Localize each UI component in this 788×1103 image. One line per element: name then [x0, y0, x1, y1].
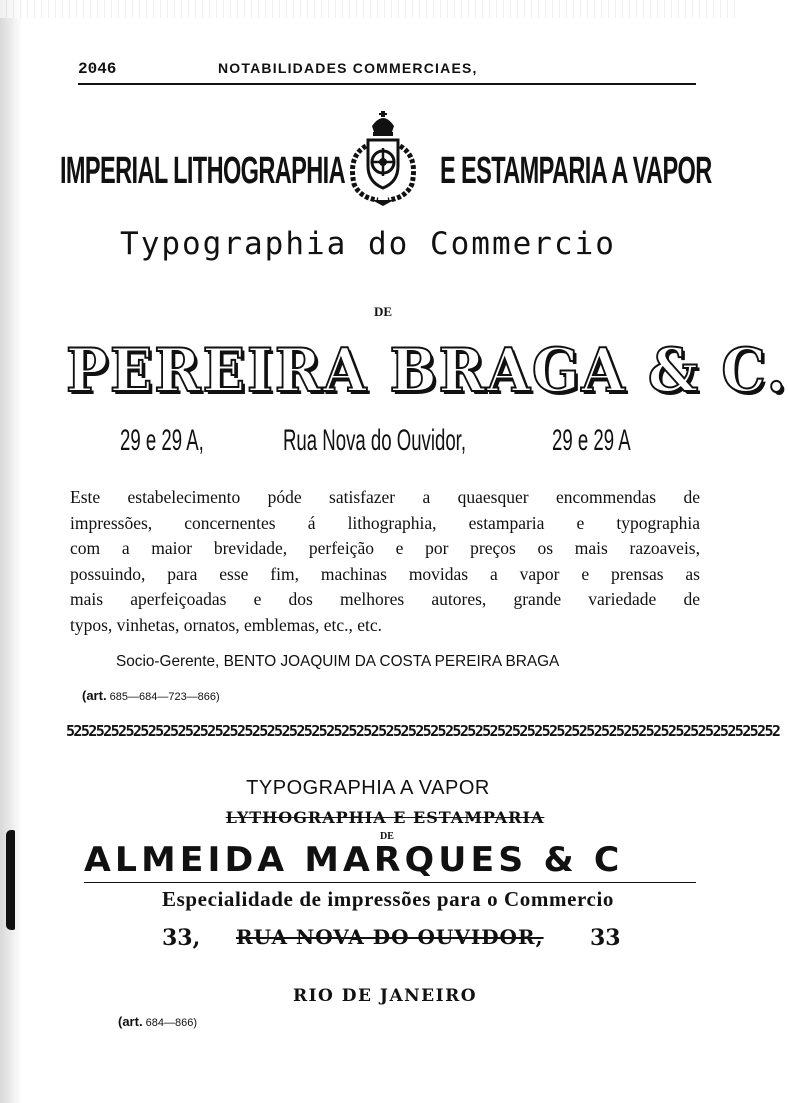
ad1-firm-name: PEREIRA BRAGA & C.: [66, 336, 788, 406]
ad1-manager: Socio-Gerente, BENTO JOAQUIM DA COSTA PEREIRA BRAGA: [116, 653, 560, 670]
ornamental-divider: 525252525252525252525252525252525252525252525252525252525252525252525252525252525252525252525252: [66, 722, 780, 740]
ad1-address-street: Rua Nova do Ouvidor,: [283, 424, 467, 457]
ad1-address: [0, 424, 736, 468]
ad1-reference-label: (art.: [82, 688, 107, 703]
ad2-title: TYPOGRAPHIA A VAPOR: [246, 777, 490, 799]
ad1-body-text: [70, 485, 700, 638]
ad1-body-line: impressões, concernentes á lithographia, estamparia e typographia: [70, 512, 700, 533]
ad1-body-line: Este estabelecimento póde satisfazer a quaesquer encommendas de: [70, 487, 700, 507]
scan-edge-mark: [6, 830, 15, 930]
ad1-reference: [82, 688, 220, 703]
ad2-firm-name: ALMEIDA MARQUES & C: [84, 840, 624, 880]
ad1-title: [60, 108, 712, 204]
ad2-subtitle: LYTHOGRAPHIA E ESTAMPARIA: [225, 808, 545, 827]
ad2-city: RIO DE JANEIRO: [292, 986, 478, 1006]
ad2-reference-numbers: 684—866): [145, 1017, 197, 1029]
running-title: NOTABILIDADES COMMERCIAES,: [218, 60, 478, 76]
imperial-coat-of-arms-icon: [342, 108, 424, 208]
scan-top-speckle: [0, 0, 736, 18]
ad1-title-left: IMPERIAL LITHOGRAPHIA: [60, 150, 345, 192]
ad2-address-number-left: 33,: [162, 925, 201, 951]
ad1-body-line: com a maior brevidade, perfeição e por preços os mais razoaveis,: [70, 538, 700, 558]
ad1-address-number-left: 29 e 29 A,: [120, 424, 204, 457]
ad1-body-line: typos, vinhetas, ornatos, emblemas, etc., etc.: [70, 614, 383, 635]
header-rule: [78, 83, 696, 85]
ad2-address: [0, 925, 736, 957]
ad1-title-right: E ESTAMPARIA A VAPOR: [440, 150, 712, 192]
ad2-reference: [118, 1014, 197, 1029]
ad2-address-number-right: 33: [590, 925, 621, 951]
ad1-body-line: possuindo, para esse fim, machinas movidas a vapor e prensas as: [70, 563, 700, 584]
ad1-subtitle: Typographia do Commercio: [120, 226, 616, 262]
ad1-body-line: mais aperfeiçoadas e dos melhores autores, grande variedade de: [70, 589, 700, 609]
ad2-reference-label: (art.: [118, 1014, 143, 1029]
ad1-address-number-right: 29 e 29 A: [552, 424, 631, 457]
ad2-address-street: RUA NOVA DO OUVIDOR,: [236, 925, 544, 949]
ad2-de: DE: [380, 831, 394, 842]
ad2-firm-underline: [84, 882, 696, 883]
ad1-de: DE: [373, 304, 393, 319]
ad1-reference-numbers: 685—684—723—866): [109, 691, 220, 703]
page-number: 2046: [78, 60, 117, 78]
ad2-specialty: Especialidade de impressões para o Commercio: [161, 887, 614, 911]
page-header: [78, 60, 696, 82]
